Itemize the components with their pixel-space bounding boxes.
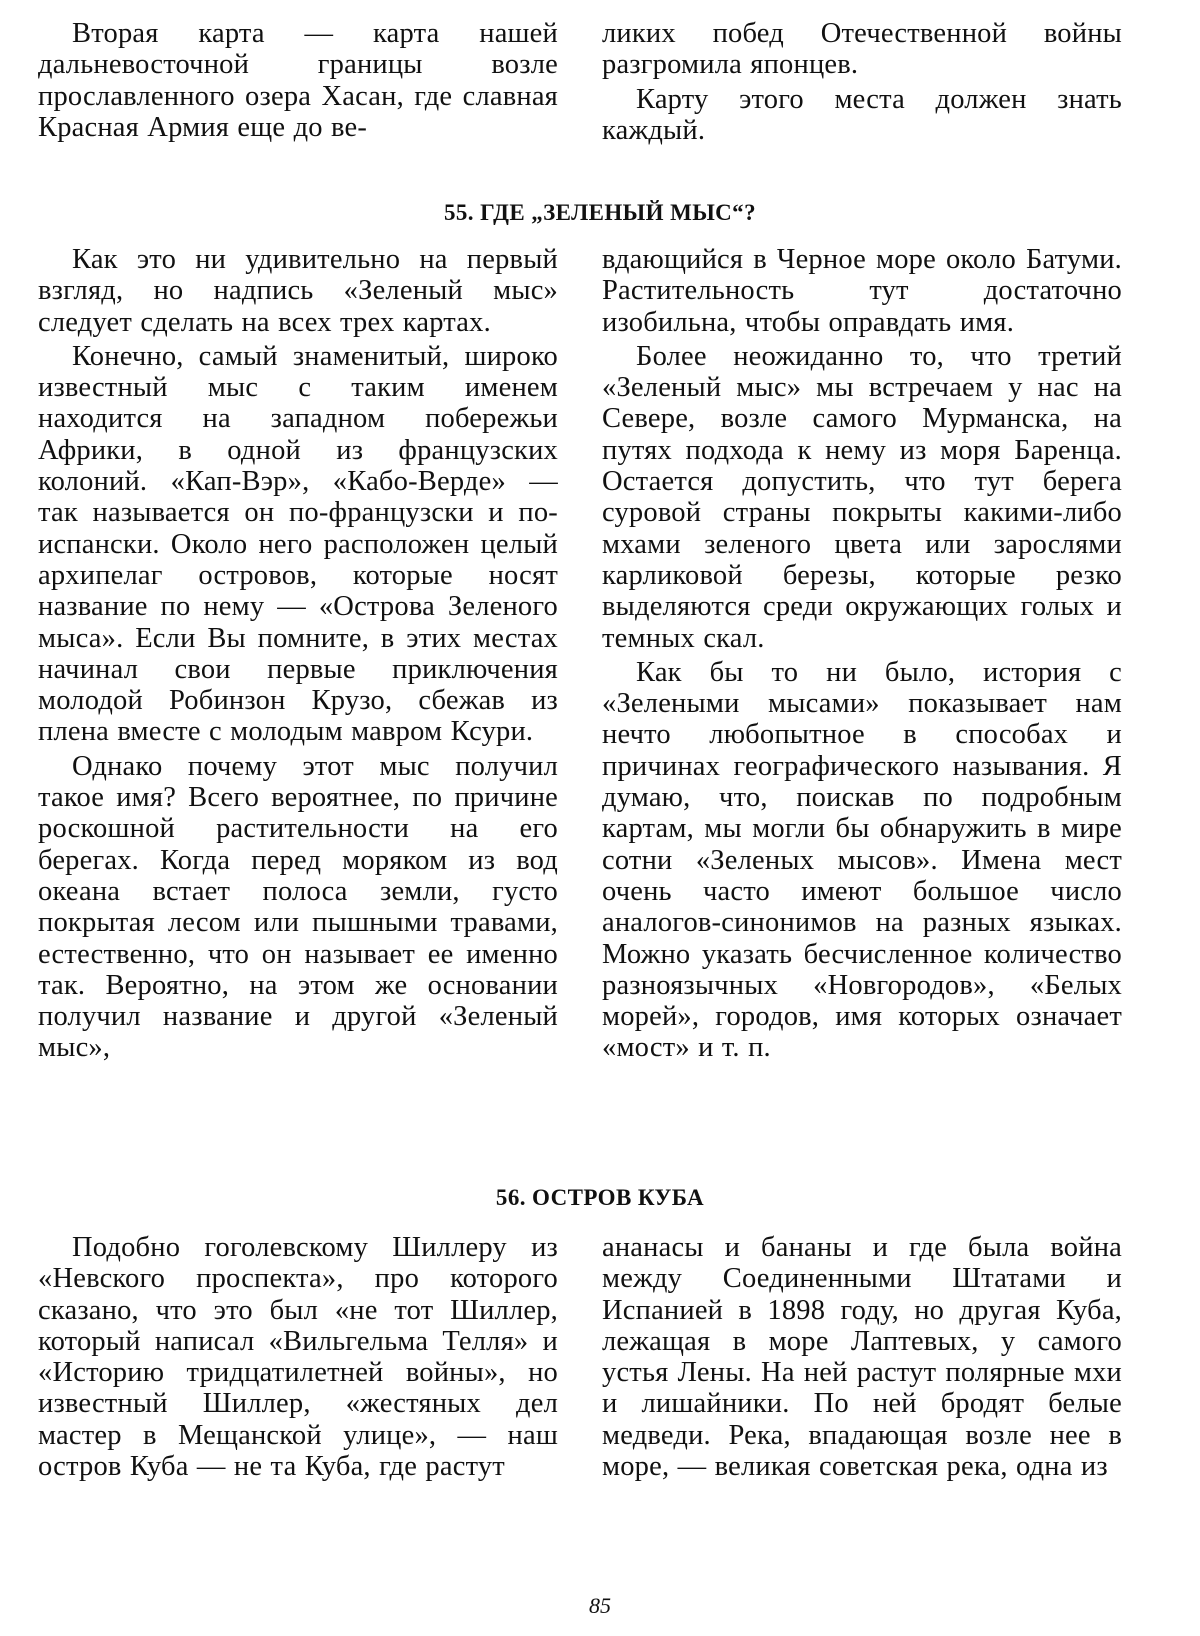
section-55-title: 55. ГДЕ „ЗЕЛЕНЫЙ МЫС“?	[443, 200, 756, 225]
paragraph: Более неожиданно то, что третий «Зеленый мыс» мы встречаем у нас на Севере, возле самого Мурманска, на путях подхода к нему из моря Баренца. Остается допустить, что тут берега суровой страны покрыты какими-либо мхами зеленого цвета или зарослями карликовой березы, которые резко выделяются среди окружающих голых и темных скал.	[602, 340, 1122, 654]
page-number: 85	[589, 1593, 611, 1618]
section-56-title: 56. ОСТРОВ КУБА	[495, 1185, 705, 1210]
section-56	[38, 1232, 1164, 1482]
intro-section	[38, 18, 1164, 146]
intro-right-column	[602, 18, 1122, 146]
section-56-left-column	[38, 1232, 558, 1482]
paragraph: ликих побед Отечественной войны разгромила японцев.	[602, 18, 1122, 81]
paragraph: Конечно, самый знаменитый, широко известный мыс с таким именем находится на западном побережьи Африки, в одной из французских колоний. «Кап-Вэр», «Кабо-Верде» — так называется он по-французски и по-испански. Около него расположен целый архипелаг островов, которые носят название по нему — «Острова Зеленого мыса». Если Вы помните, в этих местах начинал свои первые приключения молодой Робинзон Крузо, сбежав из плена вместе с молодым мавром Ксури.	[38, 340, 558, 748]
paragraph: Как это ни удивительно на первый взгляд, но надпись «Зеленый мыс» следует сделать на всех трех картах.	[38, 244, 558, 338]
paragraph: Как бы то ни было, история с «Зелеными мысами» показывает нам нечто любопытное в способах и причинах географического называния. Я думаю, что, поискав по подробным картам, мы могли бы обнаружить в мире сотни «Зеленых мысов». Имена мест очень часто имеют большое число аналогов-синонимов на разных языках. Можно указать бесчисленное количество разноязычных «Новгородов», «Белых морей», городов, имя которых означает «мост» и т. п.	[602, 656, 1122, 1064]
paragraph: вдающийся в Черное море около Батуми. Растительность тут достаточно изобильна, чтобы оправдать имя.	[602, 244, 1122, 338]
paragraph: Вторая карта — карта нашей дальневосточной границы возле прославленного озера Хасан, где славная Красная Армия еще до ве-	[38, 18, 558, 143]
paragraph: Подобно гоголевскому Шиллеру из «Невского проспекта», про которого сказано, что это был «не тот Шиллер, который написал «Вильгельма Телля» и «Историю тридцатилетней войны», но известный Шиллер, «жестяных дел мастер в Мещанской улице», — наш остров Куба — не та Куба, где растут	[38, 1232, 558, 1483]
section-56-right-column	[602, 1232, 1122, 1482]
section-55	[38, 244, 1164, 1064]
intro-left-column	[38, 18, 558, 146]
paragraph: Однако почему этот мыс получил такое имя? Всего вероятнее, по причине роскошной растительности на его берегах. Когда перед моряком из вод океана встает полоса земли, густо покрытая лесом или пышными травами, естественно, что он называет ее именно так. Вероятно, на этом же основании получил название и другой «Зеленый мыс»,	[38, 750, 558, 1064]
section-55-left-column	[38, 244, 558, 1064]
section-55-right-column	[602, 244, 1122, 1064]
paragraph: ананасы и бананы и где была война между Соединенными Штатами и Испанией в 1898 году, но другая Куба, лежащая в море Лаптевых, у самого устья Лены. На ней растут полярные мхи и лишайники. По ней бродят белые медведи. Река, впадающая возле нее в море, — великая советская река, одна из	[602, 1232, 1122, 1483]
paragraph: Карту этого места должен знать каждый.	[602, 83, 1122, 146]
